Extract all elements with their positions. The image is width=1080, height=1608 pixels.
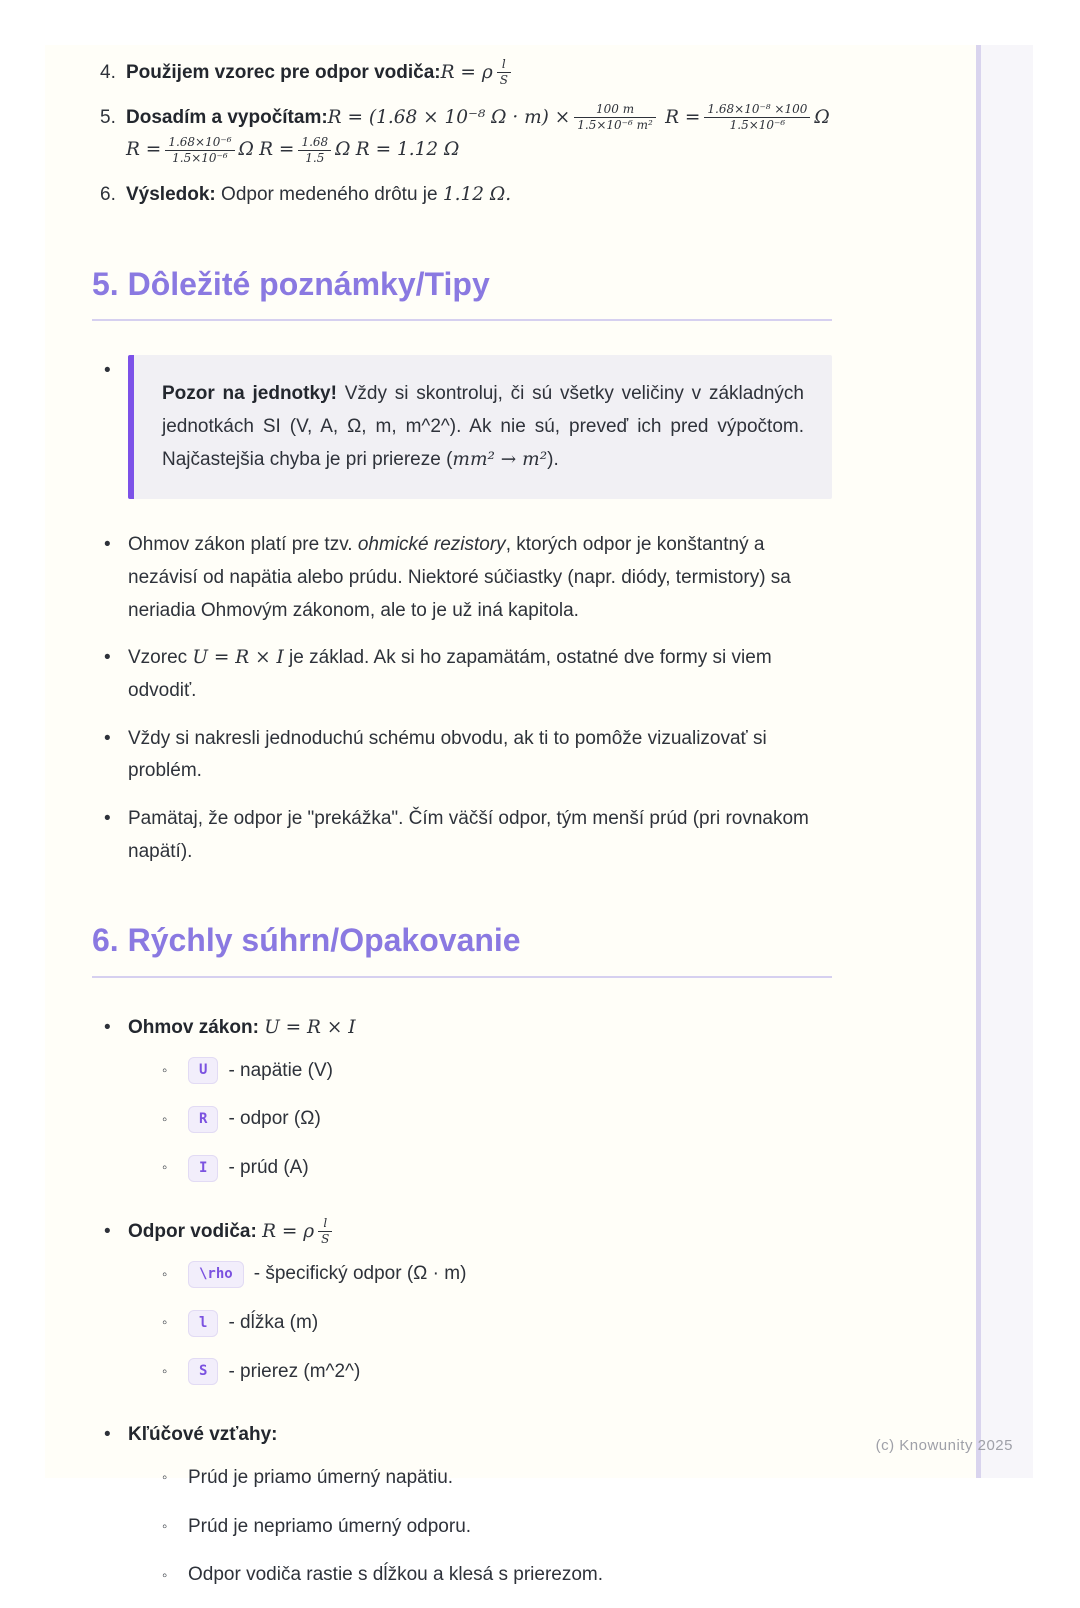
step-body [126, 102, 832, 167]
step-label: Použijem vzorec pre odpor vodiča: [126, 62, 441, 83]
summary-item-body [128, 1012, 832, 1201]
variable-item [162, 1258, 832, 1291]
variable-item [162, 1055, 832, 1088]
section-divider [92, 976, 832, 978]
bullet-marker: • [104, 1424, 111, 1446]
math-expression: U = R × I [264, 1016, 356, 1038]
summary-item-resistance [104, 1216, 832, 1405]
sub-bullet-marker: ◦ [162, 1062, 168, 1080]
callout-item [104, 355, 832, 499]
note-text: Ohmov zákon platí pre tzv. ohmické rezistory, ktorých odpor je konštantný a nezávisí od napätia alebo prúdu. Niektoré súčiastky (napr. diódy, termistory) sa neriadia Ohmovým zákonom, ale to je už iná kapitola. [128, 534, 791, 621]
step-body [126, 57, 832, 90]
code-chip: I [188, 1155, 218, 1182]
bullet-marker: • [104, 647, 111, 669]
math-expression: R = 1.12 Ω [355, 139, 460, 161]
math-expression: 1.12 Ω. [442, 184, 512, 206]
right-page-divider [976, 45, 1033, 1478]
sub-bullet-marker: ◦ [162, 1265, 168, 1283]
variable-item [162, 1152, 832, 1185]
fraction: $\frac{l}{S}$ [497, 57, 511, 88]
step-label: Výsledok: [126, 184, 216, 206]
fraction: $\frac{\text{1.68×10⁻⁶}}{\text{1.5×10⁻⁶}}$ [165, 135, 234, 166]
step-text: Odpor medeného drôtu je [215, 184, 443, 206]
notes-list [92, 355, 832, 868]
note-text: Vždy si nakresli jednoduchú schému obvodu, ak ti to pomôže vizualizovať si problém. [128, 727, 767, 782]
variable-description: - prúd (A) [228, 1156, 309, 1178]
bullet-marker: • [104, 1016, 111, 1038]
math-expression: R = ρ [262, 1220, 315, 1242]
relation-text: Prúd je priamo úmerný napätiu. [188, 1466, 454, 1488]
note-item [104, 529, 832, 627]
fraction: $\frac{100 m}{\text{1.5×10⁻⁶ m²}}$ [574, 102, 656, 133]
summary-item-body [128, 1216, 832, 1405]
solution-steps-list [92, 57, 832, 212]
step-label: Dosadím a vypočítam: [126, 106, 328, 128]
document-page [45, 45, 1033, 1586]
code-chip: \rho [188, 1261, 244, 1288]
math-expression: R = ρ [440, 62, 493, 83]
note-text: Vzorec U = R × I je základ. Ak si ho zapamätám, ostatné dve formy si viem odvodiť. [128, 647, 772, 701]
variable-item [162, 1356, 832, 1389]
math-expression: U = R × I [192, 647, 284, 669]
sub-bullet-marker: ◦ [162, 1110, 168, 1128]
variable-description: - špecifický odpor (Ω · m) [253, 1263, 467, 1285]
variable-sublist [128, 1055, 832, 1185]
summary-item-ohm-law [104, 1012, 832, 1201]
step-number: 6. [100, 184, 116, 206]
variable-sublist [128, 1258, 832, 1388]
callout-text: Pozor na jednotky! Vždy si skontroluj, či sú všetky veličiny v základných jednotkách SI (V, A, Ω, m, m^2^). Ak nie sú, preveď ich pred výpočtom. Najčastejšia chyba je pri priereze (mm² → m²). [162, 383, 804, 470]
step-number: 4. [100, 62, 116, 83]
step-item-4 [100, 57, 832, 90]
summary-item-key-relations [104, 1419, 832, 1608]
variable-item [162, 1103, 832, 1136]
sub-bullet-marker: ◦ [162, 1363, 168, 1381]
variable-description: - napätie (V) [228, 1059, 333, 1081]
variable-description: - odpor (Ω) [228, 1108, 321, 1130]
watermark: (c) Knowunity 2025 [875, 1437, 1013, 1454]
bullet-marker: • [104, 808, 111, 829]
code-chip: U [188, 1057, 218, 1084]
variable-description: - dĺžka (m) [228, 1311, 319, 1333]
callout-bold: Pozor na jednotky! [162, 383, 337, 405]
bullet-marker: • [104, 360, 111, 382]
sub-bullet-marker: ◦ [162, 1469, 168, 1487]
relation-text: Prúd je nepriamo úmerný odporu. [188, 1515, 472, 1537]
summary-label: Odpor vodiča: [128, 1220, 257, 1242]
callout-wrapper [128, 355, 832, 499]
relation-text: Odpor vodiča rastie s dĺžkou a klesá s prierezom. [188, 1564, 604, 1586]
warning-callout [128, 355, 832, 499]
section-heading-notes: 5. Dôležité poznámky/Tipy [92, 265, 490, 302]
variable-item [162, 1307, 832, 1340]
note-item [104, 723, 832, 788]
document-content [45, 45, 832, 1608]
step-number: 5. [100, 106, 116, 128]
sub-bullet-marker: ◦ [162, 1518, 168, 1536]
sub-bullet-marker: ◦ [162, 1566, 168, 1584]
math-group: R = $\frac{\text{1.68×10⁻⁸ ×100}}{\text{1.5×10⁻⁶}}$ Ω [665, 102, 830, 133]
math-group: R = $\frac{1.68}{1.5}$ Ω [259, 134, 351, 165]
bullet-marker: • [104, 1220, 111, 1242]
section-heading-summary: 6. Rýchly súhrn/Opakovanie [92, 922, 521, 959]
math-group: R = $\frac{\text{1.68×10⁻⁶}}{\text{1.5×10⁻⁶}}$ Ω [126, 134, 254, 165]
step-item-6 [100, 179, 832, 212]
bullet-marker: • [104, 534, 111, 556]
summary-list [92, 1012, 832, 1608]
math-expression: R = (1.68 × 10⁻⁸ Ω · m) × [327, 106, 571, 128]
code-chip: R [188, 1106, 218, 1133]
code-chip: l [188, 1310, 218, 1337]
emphasized-term: ohmické rezistory [357, 534, 506, 556]
relation-sublist [128, 1462, 832, 1592]
note-text: Pamätaj, že odpor je "prekážka". Čím väčší odpor, tým menší prúd (pri rovnakom napätí). [128, 808, 809, 862]
fraction: $\frac{\text{1.68×10⁻⁸ ×100}}{\text{1.5×10⁻⁶}}$ [704, 102, 810, 133]
code-chip: S [188, 1358, 218, 1385]
summary-label: Kľúčové vzťahy: [128, 1424, 278, 1446]
sub-bullet-marker: ◦ [162, 1314, 168, 1332]
sub-bullet-marker: ◦ [162, 1159, 168, 1177]
relation-item [162, 1511, 832, 1544]
math-expression: mm² → m² [452, 448, 548, 470]
variable-description: - prierez (m^2^) [228, 1360, 361, 1382]
summary-item-body [128, 1419, 832, 1608]
section-divider [92, 319, 832, 321]
summary-label: Ohmov zákon: [128, 1016, 259, 1038]
relation-item [162, 1462, 832, 1495]
step-body [126, 179, 832, 212]
bullet-marker: • [104, 727, 111, 749]
relation-item [162, 1559, 832, 1592]
note-item [104, 803, 832, 868]
step-item-5 [100, 102, 832, 167]
fraction: $\frac{l}{S}$ [318, 1216, 332, 1247]
note-item [104, 642, 832, 707]
fraction: $\frac{1.68}{1.5}$ [298, 135, 331, 166]
